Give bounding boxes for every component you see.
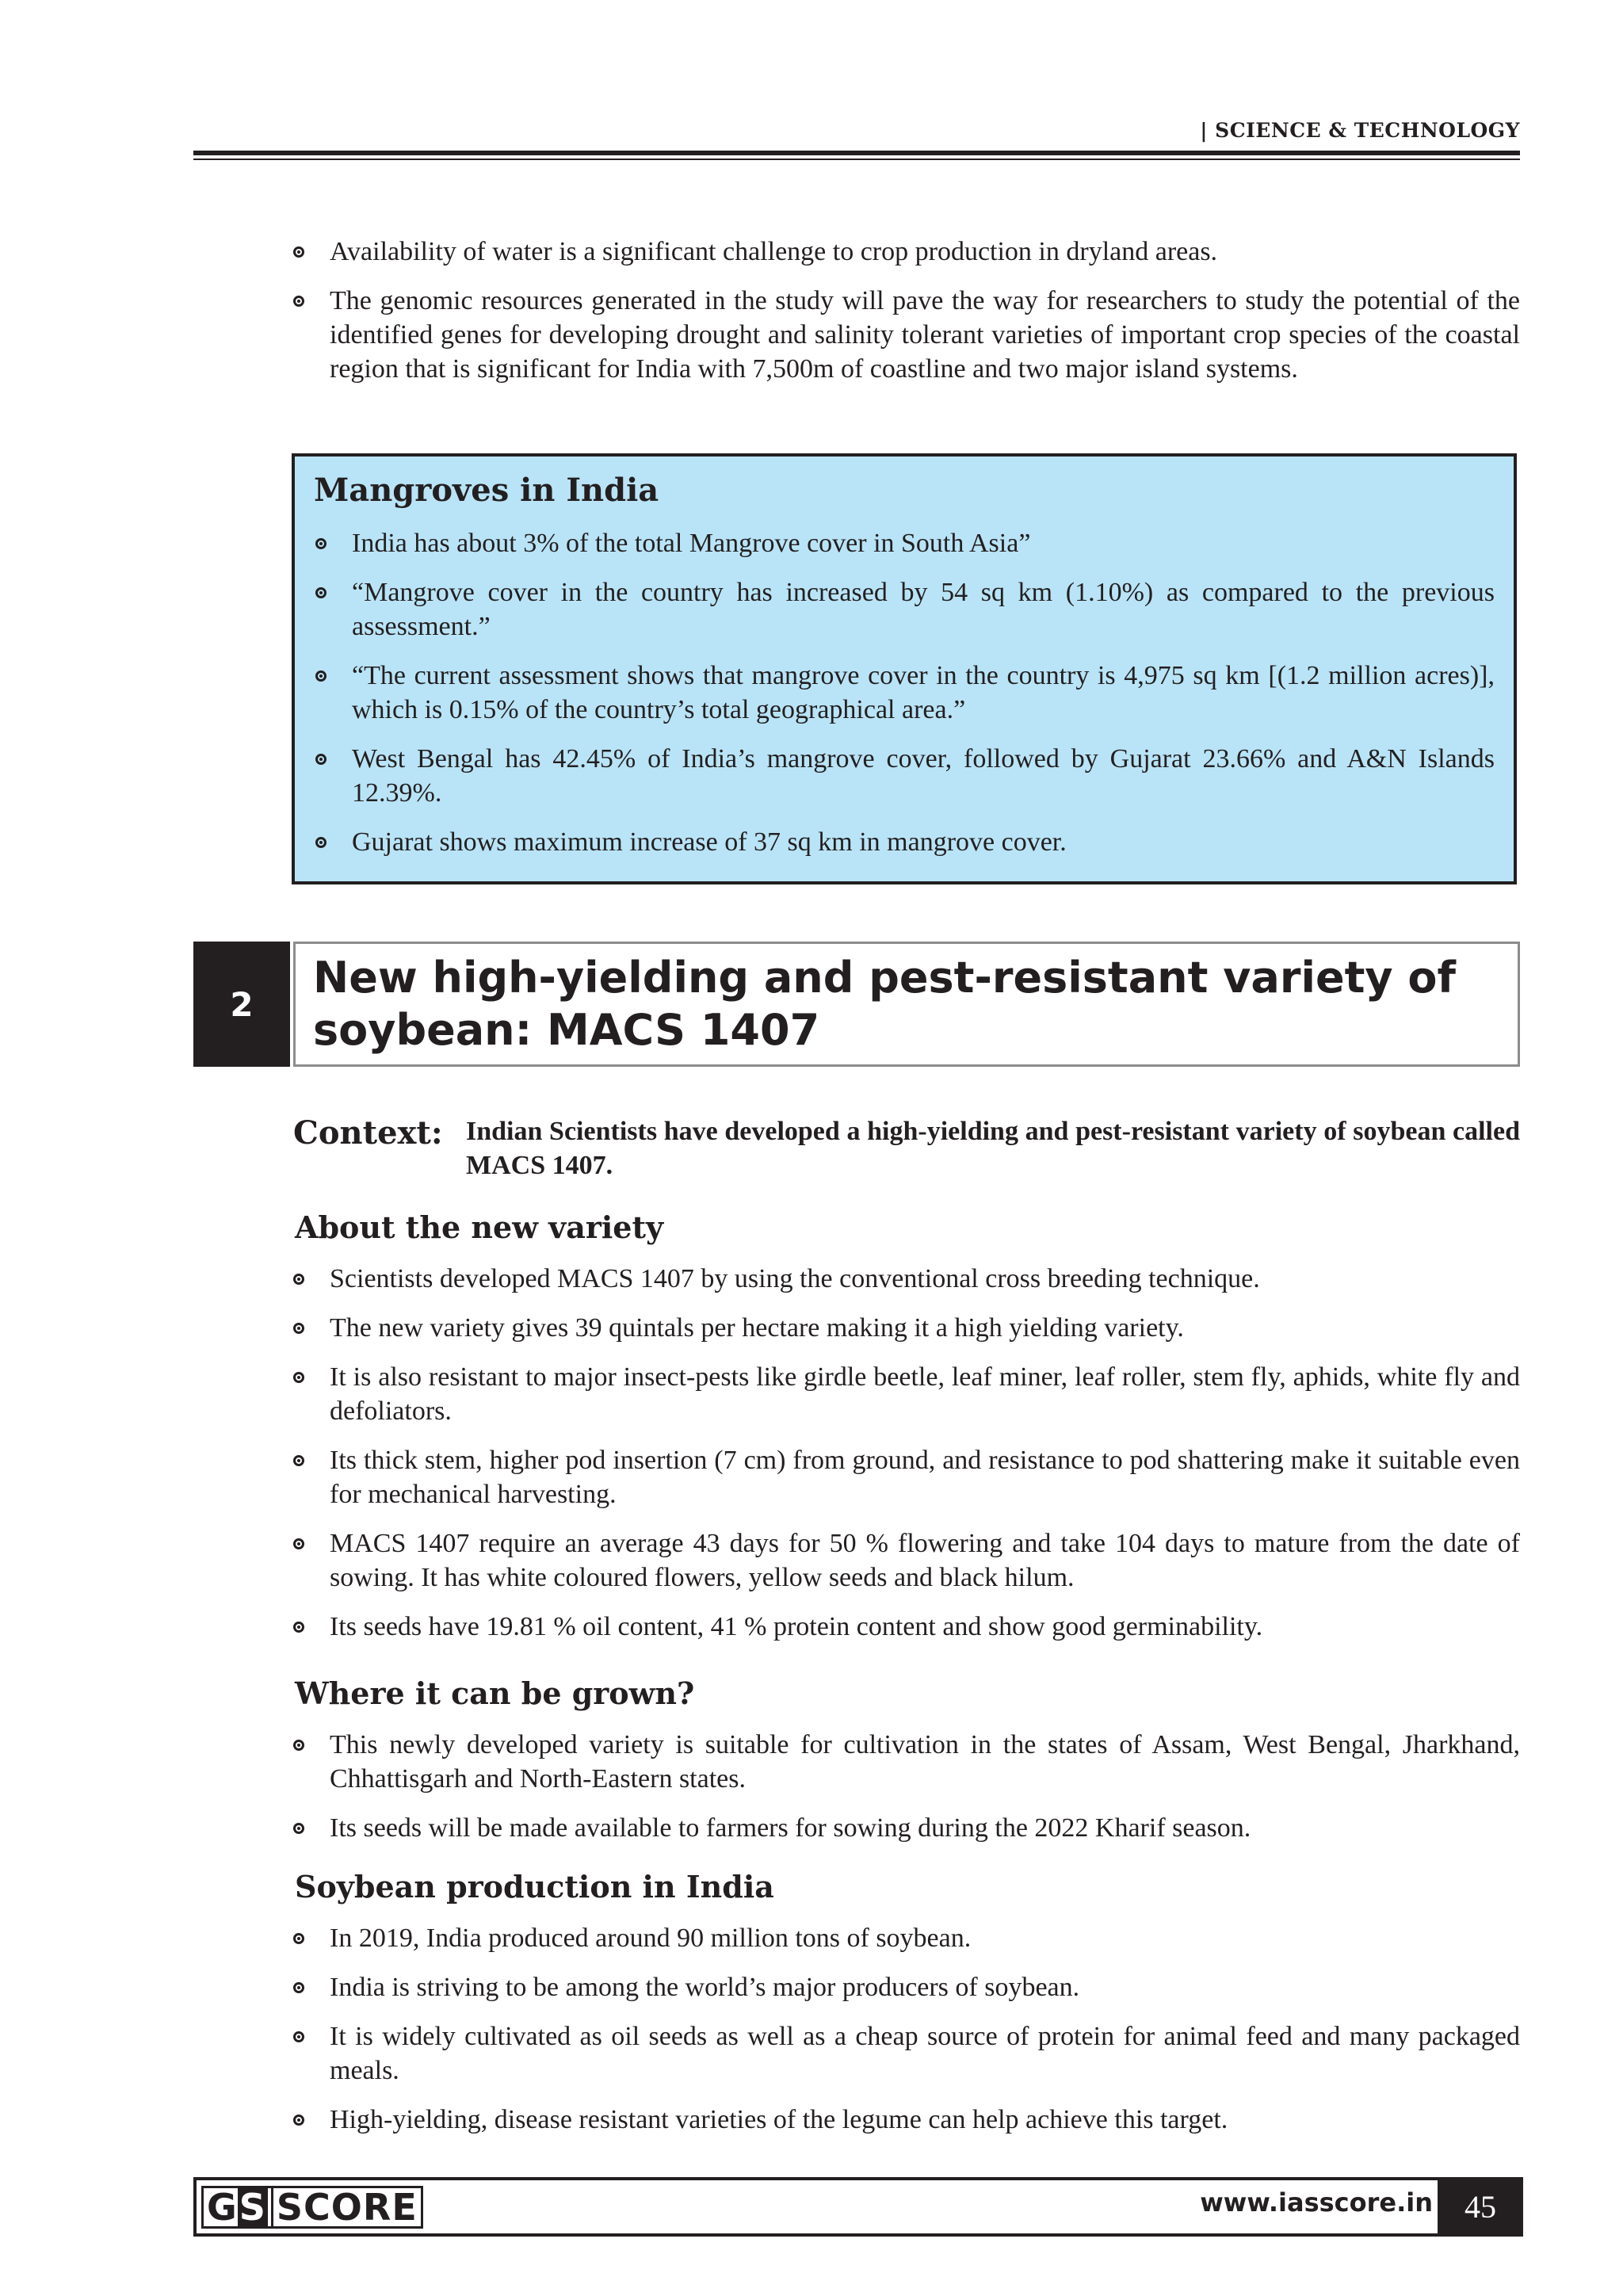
bullet-icon [293,1323,304,1334]
footer-rule-bottom [193,2233,1523,2237]
list-item: “The current assessment shows that mangrove cover in the country is 4,975 sq km [(1.2 million acres)], which is 0.15% of the country’s total geographical area.” [314,659,1495,727]
bullet-icon [293,246,304,258]
bullet-icon [293,1740,304,1751]
production-heading: Soybean production in India [295,1869,774,1904]
bullet-icon [293,1982,304,1993]
context-block [293,1114,1520,1182]
bullet-icon [293,1622,304,1633]
bullet-icon [293,296,304,307]
list-item: This newly developed variety is suitable for cultivation in the states of Assam, West Bengal, Jharkhand, Chhattisgarh and North-Eastern states. [292,1728,1520,1796]
about-heading: About the new variety [295,1209,664,1245]
bullet-icon [315,587,327,598]
list-item: Availability of water is a significant challenge to crop production in dryland areas. [292,235,1520,269]
bullet-icon [293,1538,304,1549]
intro-list [292,235,1520,401]
about-list [292,1262,1520,1659]
footer-left-edge [193,2177,197,2237]
list-item: High-yielding, disease resistant varieties of the legume can help achieve this target. [292,2103,1520,2137]
list-item: The new variety gives 39 quintals per hectare making it a high yielding variety. [292,1311,1520,1345]
bullet-icon [293,2115,304,2126]
section-number: 2 [193,942,290,1067]
header-section-label: | SCIENCE & TECHNOLOGY [1200,119,1520,142]
bullet-icon [293,1823,304,1834]
footer-rule [193,2177,1523,2180]
logo-gs: GS [201,2186,273,2229]
list-item: Gujarat shows maximum increase of 37 sq km in mangrove cover. [314,825,1495,859]
list-item: India is striving to be among the world’s major producers of soybean. [292,1970,1520,2004]
bullet-icon [315,538,327,549]
list-item: Its seeds will be made available to farmers for sowing during the 2022 Kharif season. [292,1811,1520,1845]
list-item: West Bengal has 42.45% of India’s mangrove cover, followed by Gujarat 23.66% and A&N Islands 12.39%. [314,742,1495,810]
list-item: It is widely cultivated as oil seeds as well as a cheap source of protein for animal feed and many packaged meals. [292,2019,1520,2088]
list-item: MACS 1407 require an average 43 days for 50 % flowering and take 104 days to mature from the date of sowing. It has white coloured flowers, yellow seeds and black hilum. [292,1526,1520,1595]
list-item: The genomic resources generated in the study will pave the way for researchers to study the potential of the identified genes for developing drought and salinity tolerant varieties of important crop species of the coastal region that is significant for India with 7,500m of coastline and two major island systems. [292,284,1520,386]
bullet-icon [315,754,327,765]
bullet-icon [293,1372,304,1383]
context-text: Indian Scientists have developed a high-yielding and pest-resistant variety of soybean called MACS 1407. [466,1117,1520,1180]
where-heading: Where it can be grown? [295,1675,695,1711]
gsscore-logo [201,2186,423,2229]
bullet-icon [293,1933,304,1944]
page-number: 45 [1438,2177,1523,2237]
bullet-icon [293,1455,304,1466]
list-item: Its thick stem, higher pod insertion (7 cm) from ground, and resistance to pod shattering make it suitable even for mechanical harvesting. [292,1443,1520,1511]
header-rule [193,151,1520,155]
logo-score: SCORE [273,2186,423,2229]
bullet-icon [293,1274,304,1285]
mangroves-info-box [292,453,1517,884]
footer-url: www.iasscore.in [1200,2187,1433,2218]
list-item: In 2019, India produced around 90 million tons of soybean. [292,1921,1520,1955]
list-item: Scientists developed MACS 1407 by using the conventional cross breeding technique. [292,1262,1520,1296]
bullet-icon [293,2031,304,2042]
box-title: Mangroves in India [314,472,659,509]
list-item: “Mangrove cover in the country has increased by 54 sq km (1.10%) as compared to the previous assessment.” [314,575,1495,644]
where-list [292,1728,1520,1860]
bullet-icon [315,837,327,848]
list-item: India has about 3% of the total Mangrove cover in South Asia” [314,526,1495,560]
production-list [292,1921,1520,2152]
bullet-icon [315,670,327,682]
list-item: It is also resistant to major insect-pests like girdle beetle, leaf miner, leaf roller, stem fly, aphids, white fly and defoliators. [292,1360,1520,1428]
header-rule-thin [193,159,1520,160]
section-title: New high-yielding and pest-resistant variety of soybean: MACS 1407 [293,942,1520,1067]
list-item: Its seeds have 19.81 % oil content, 41 % protein content and show good germinability. [292,1610,1520,1644]
context-label: Context: [293,1114,443,1152]
